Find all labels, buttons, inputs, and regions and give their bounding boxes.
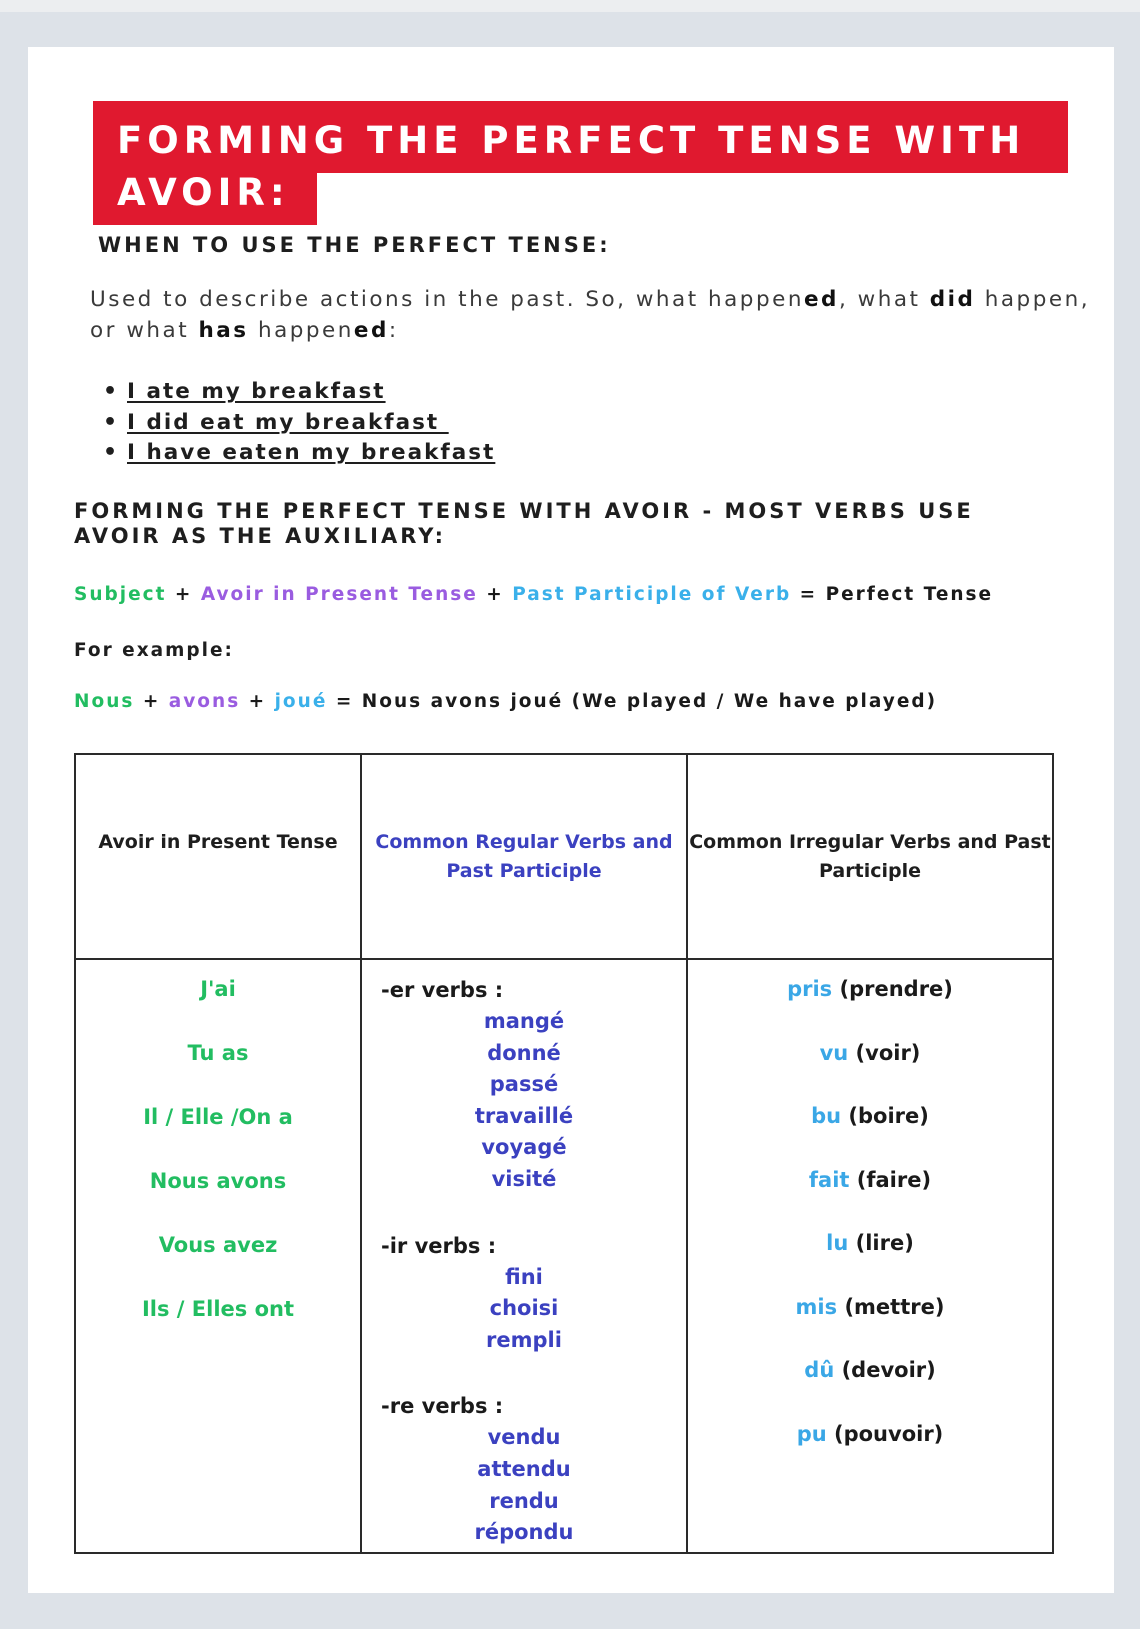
irregular-participle: bu [811,1104,842,1128]
desc-part-2: , what [838,287,930,312]
er-verbs-label: -er verbs : [381,978,504,1002]
irregular-item [689,1419,1051,1483]
irregular-item [689,1101,1051,1165]
irregular-infinitive: (devoir) [834,1358,936,1382]
irregular-infinitive: (prendre) [832,977,953,1001]
bullet-item [103,377,495,408]
desc-part-1: Used to describe actions in the past. So, what happen [90,287,804,312]
er-participle: donné [487,1040,561,1065]
irregular-participle: mis [795,1294,838,1319]
irregular-infinitive: (pouvoir) [826,1421,944,1446]
header-irregular: Common Irregular Verbs and Past Participle [687,754,1053,959]
irregular-item [689,1228,1051,1292]
irregular-item [689,1355,1051,1419]
formula-equals: = [791,584,826,605]
formula-plus: + [477,584,513,605]
re-verbs-label: -re verbs : [381,1394,504,1419]
irregular-participle: fait [808,1167,850,1192]
avoir-form: Il / Elle /On a [143,1105,293,1129]
er-participle: passé [489,1072,559,1097]
formula-result: Perfect Tense [825,584,994,605]
example-participle: joué [274,691,328,712]
irregular-participle: pu [796,1421,827,1446]
bullet-icon: • [103,409,120,435]
ir-participle: choisi [489,1296,559,1321]
bullet-item [103,408,495,439]
for-example-label: For example: [74,640,234,661]
re-participle: vendu [487,1425,561,1450]
re-participle: rendu [489,1488,559,1513]
irregular-infinitive: (lire) [848,1231,914,1255]
desc-bold-3: has [198,318,249,343]
avoir-forms-cell [75,959,361,1553]
bullet-text: I have eaten my breakfast [127,440,496,465]
verbs-table [74,753,1054,1554]
example-line [74,691,937,712]
formula-plus: + [166,584,201,605]
example-avoir: avons [168,691,241,712]
avoir-form: Ils / Elles ont [141,1297,294,1321]
header-regular: Common Regular Verbs and Past Participle [361,754,687,959]
er-participle: voyagé [481,1135,567,1160]
example-plus: + [134,691,169,712]
irregular-infinitive: (voir) [848,1040,921,1065]
document-page [28,47,1114,1593]
desc-part-3: happen, or what [90,287,1091,343]
re-participle: répondu [474,1520,574,1545]
irregular-item [689,1165,1051,1229]
irregular-participle: dû [804,1358,835,1382]
spacer [363,1356,685,1390]
description-paragraph [90,284,1100,346]
irregular-verbs-cell [687,959,1053,1553]
irregular-item [689,1292,1051,1356]
irregular-participle: pris [787,977,833,1001]
er-participle: travaillé [474,1103,574,1128]
formula-subject: Subject [74,584,167,605]
regular-verbs-cell [361,959,687,1553]
bullet-text: I ate my breakfast [127,379,386,404]
avoir-form: Vous avez [158,1233,278,1257]
bullet-icon: • [103,440,120,465]
formula-avoir: Avoir in Present Tense [200,584,478,605]
desc-part-4: happen [248,318,354,343]
forming-heading: FORMING THE PERFECT TENSE WITH AVOIR - MOST VERBS USE AVOIR AS THE AUXILIARY: [74,499,974,548]
avoir-form: Tu as [187,1041,249,1065]
example-bullets [103,377,495,469]
when-heading: WHEN TO USE THE PERFECT TENSE: [98,233,611,257]
desc-bold-4: ed [353,318,389,343]
irregular-infinitive: (mettre) [837,1294,945,1319]
top-strip [0,0,1140,12]
example-subject: Nous [74,691,135,712]
example-result: Nous avons joué (We played / We have played) [361,691,938,712]
irregular-participle: lu [826,1231,849,1255]
example-equals: = [327,691,362,712]
example-plus: + [240,691,275,712]
irregular-item [689,1038,1051,1102]
page-title: FORMING THE PERFECT TENSE WITH AVOIR: [117,119,1026,214]
formula-line [74,584,993,605]
irregular-participle: vu [819,1040,849,1065]
irregular-infinitive: (boire) [841,1104,929,1128]
desc-part-5: : [388,318,399,343]
table-body-row [75,959,1053,1553]
spacer [363,1196,685,1230]
bullet-icon: • [103,379,120,404]
formula-participle: Past Participle of Verb [512,584,792,605]
re-participle: attendu [477,1456,571,1481]
table-header-row [75,754,1053,959]
header-avoir: Avoir in Present Tense [75,754,361,959]
ir-participle: rempli [486,1327,562,1352]
ir-participle: fini [505,1264,543,1289]
irregular-item [689,974,1051,1038]
er-participle: visité [491,1166,557,1191]
er-participle: mangé [483,1009,565,1033]
desc-bold-1: ed [803,287,839,312]
bullet-text: I did eat my breakfast [127,409,449,435]
desc-bold-2: did [929,287,976,312]
ir-verbs-label: -ir verbs : [381,1233,497,1258]
avoir-form: Nous avons [149,1169,287,1193]
avoir-form: J'ai [200,977,236,1001]
bullet-item [103,438,495,469]
irregular-infinitive: (faire) [849,1167,932,1192]
